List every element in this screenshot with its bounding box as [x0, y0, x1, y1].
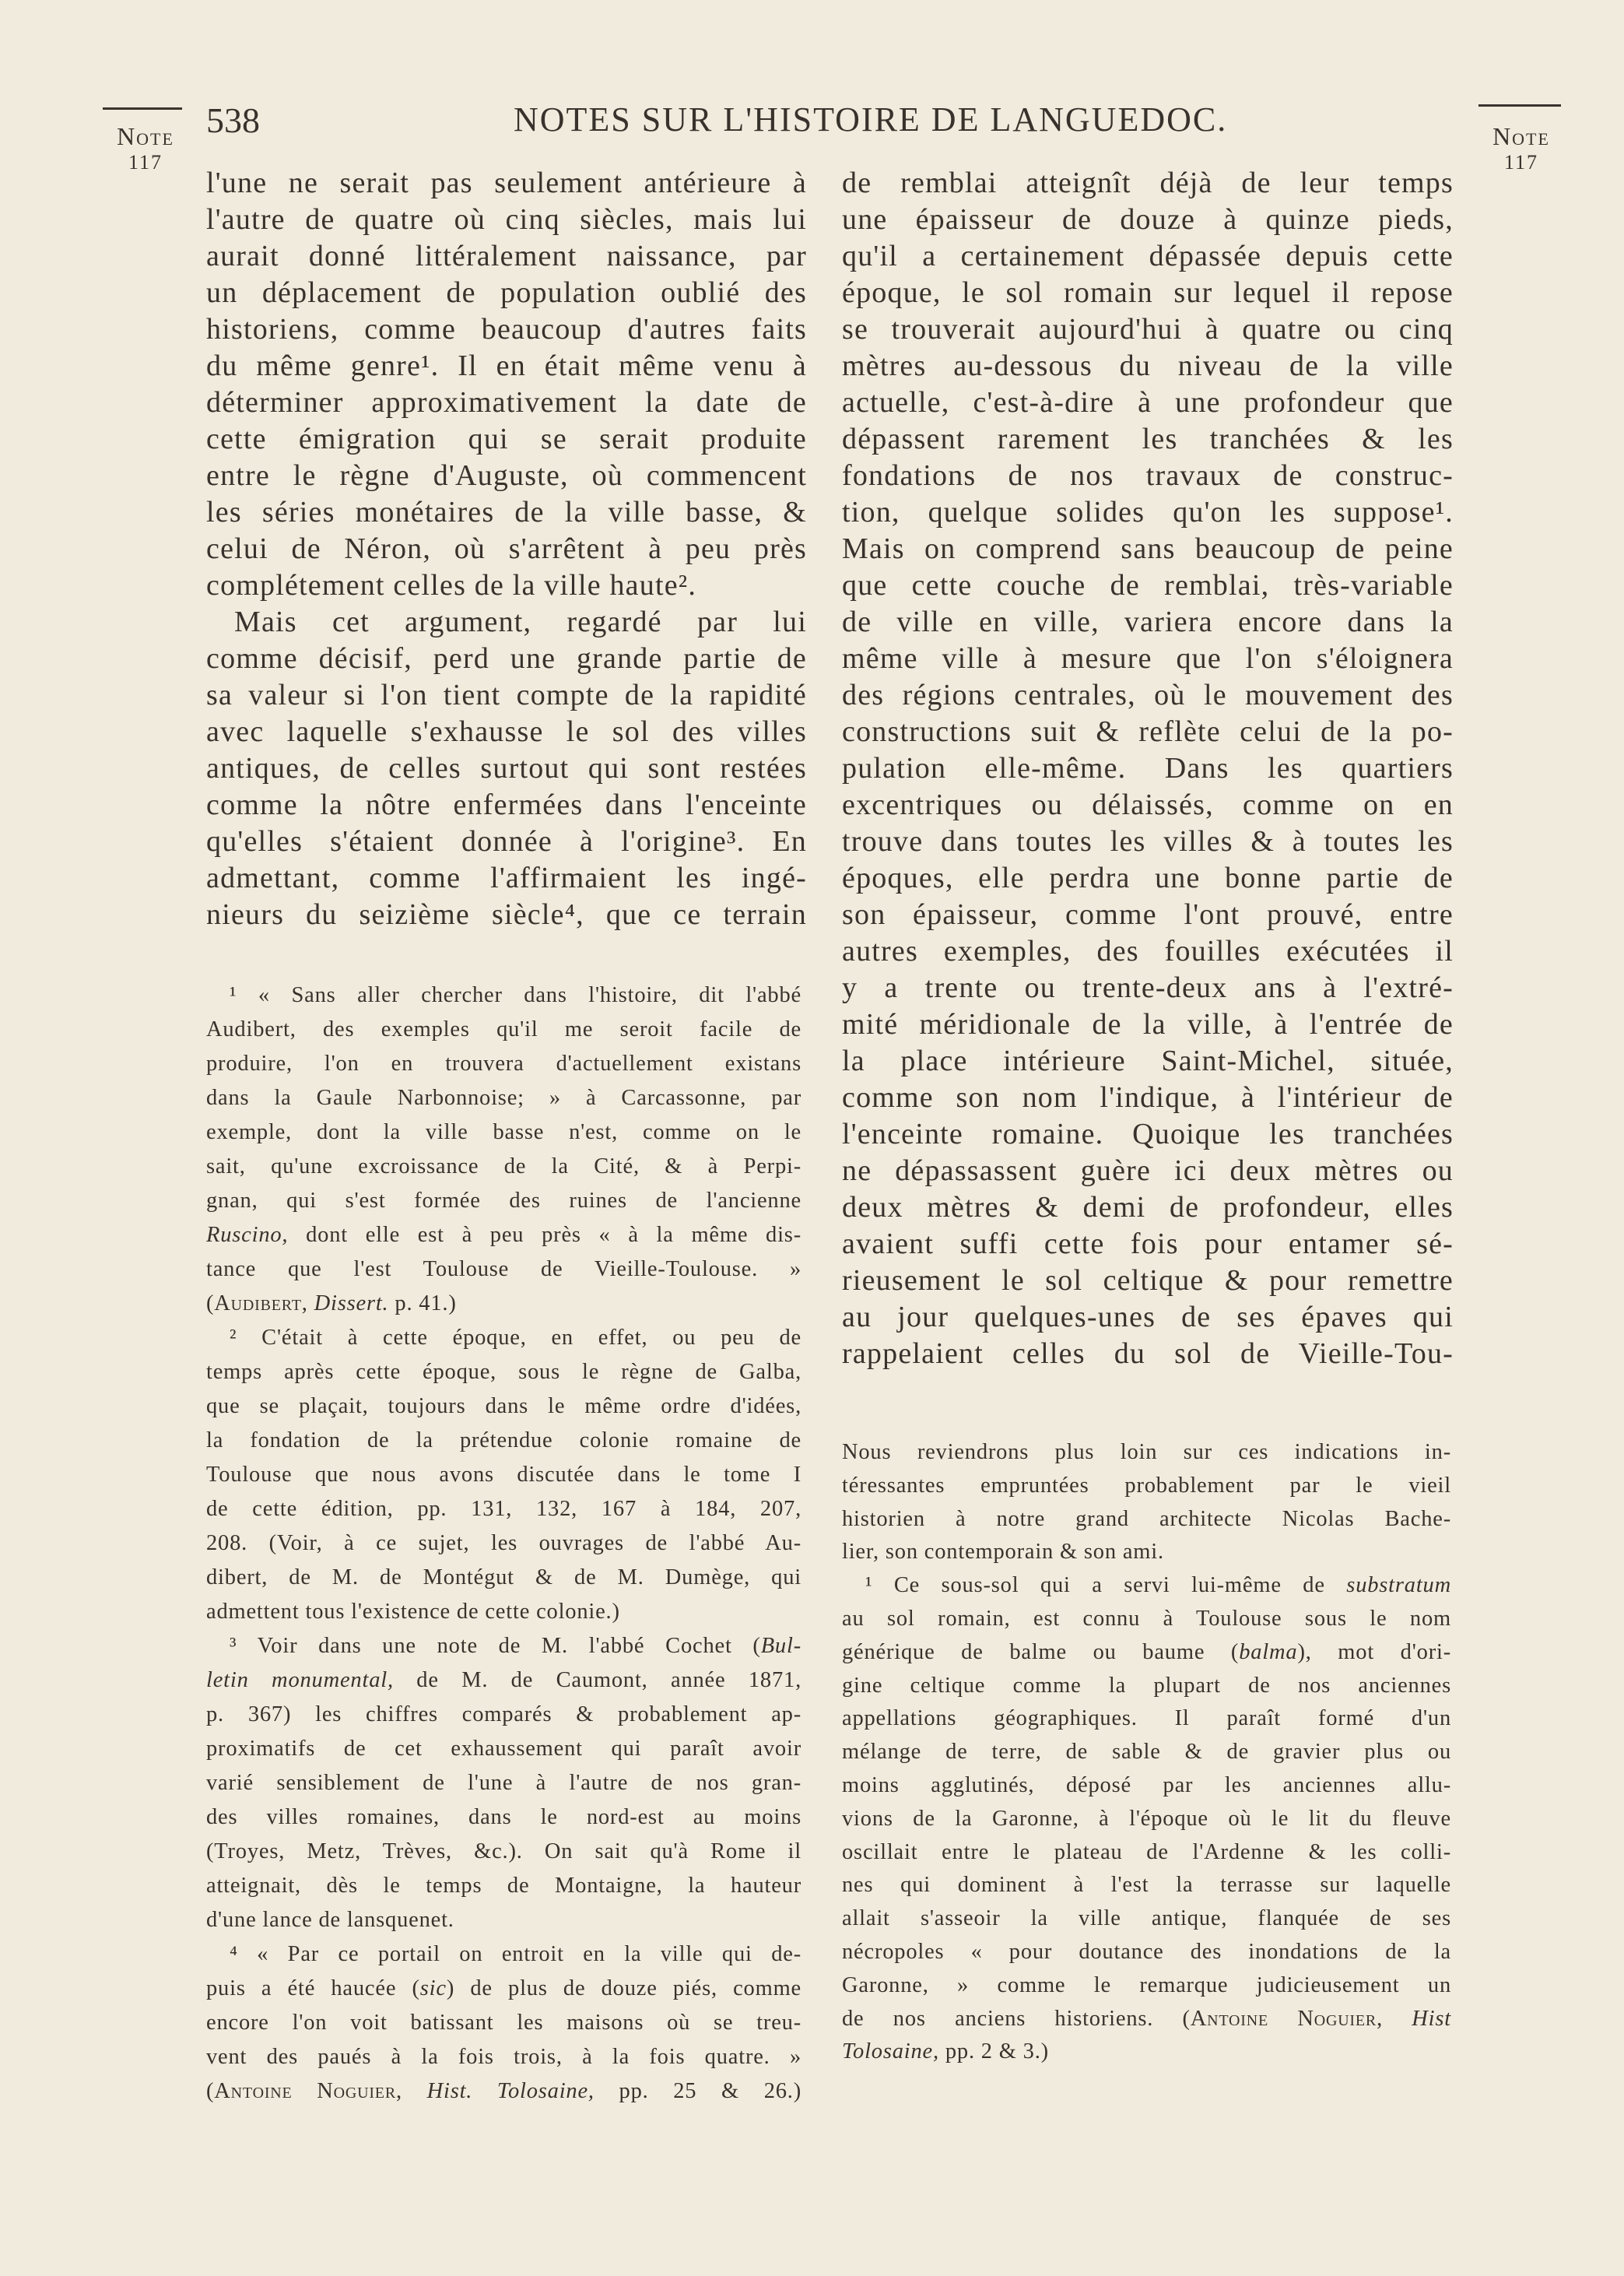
text-line: des villes romaines, dans le nord-est au moins	[206, 1805, 801, 1829]
small-caps-run: Antoine Noguier	[1190, 2006, 1377, 2031]
text-line: l'enceinte romaine. Quoique les tranchées	[842, 1118, 1454, 1150]
text-line: excentriques ou délaissés, comme on en	[842, 789, 1454, 821]
text-line: complétement celles de la ville haute².	[206, 569, 697, 602]
text-line: entre le règne d'Auguste, où commencent	[206, 459, 807, 492]
text-line: de remblai atteignît déjà de leur temps	[842, 167, 1454, 199]
text-line: époques, elle perdra une bonne partie de	[842, 862, 1454, 894]
text-line: admettent tous l'existence de cette colonie.)	[206, 1600, 620, 1624]
right-footnotes	[842, 1436, 1451, 2069]
text-line: rieusement le sol celtique & pour remettre	[842, 1264, 1454, 1297]
text-line: cette émigration qui se serait produite	[206, 423, 807, 455]
text-line: exemple, dont la ville basse n'est, comme on le	[206, 1120, 801, 1144]
text-line: déterminer approximativement la date de	[206, 386, 807, 419]
text-line: atteignait, dès le temps de Montaigne, la hauteur	[206, 1874, 801, 1898]
italic-run: Bul-	[760, 1634, 801, 1658]
text-run: ³ Voir dans une note de M. l'abbé Cochet (	[230, 1634, 761, 1658]
text-line: qu'elles s'étaient donnée à l'origine³. En	[206, 825, 807, 858]
margin-note-left	[103, 123, 188, 176]
small-caps-run: Audibert	[214, 1291, 302, 1315]
text-line: Nous reviendrons plus loin sur ces indications in-	[842, 1440, 1451, 1464]
text-line: historiens, comme beaucoup d'autres faits	[206, 313, 807, 346]
text-line: (Troyes, Metz, Trèves, &c.). On sait qu'à Rome il	[206, 1839, 801, 1863]
text-line	[842, 1569, 1451, 1603]
text-line: Garonne, » comme le remarque judicieusement un	[842, 1972, 1451, 1997]
text-line: varié sensiblement de l'une à l'autre de nos gran-	[206, 1771, 801, 1795]
text-line: d'une lance de lansquenet.	[206, 1908, 454, 1932]
text-line	[206, 1218, 801, 1252]
text-line	[206, 1972, 801, 2006]
text-line: produire, l'on en trouvera d'actuellement existans	[206, 1052, 801, 1076]
italic-run: Hist	[1412, 2006, 1451, 2031]
text-line: admettant, comme l'affirmaient les ingé-	[206, 862, 807, 894]
text-line: ⁴ « Par ce portail on entroit en la ville qui de-	[230, 1942, 801, 1966]
text-line: temps après cette époque, sous le règne de Galba,	[206, 1360, 801, 1384]
text-line: deux mètres & demi de profondeur, elles	[842, 1191, 1454, 1224]
text-line: constructions suit & reflète celui de la po-	[842, 715, 1454, 748]
text-line: ² C'était à cette époque, en effet, ou peu de	[230, 1326, 801, 1350]
text-run: de M. de Caumont, année 1871,	[393, 1668, 801, 1692]
text-line: gnan, qui s'est formée des ruines de l'ancienne	[206, 1189, 801, 1213]
small-caps-run: Antoine Noguier	[214, 2079, 396, 2103]
text-line: sait, qu'une excroissance de la Cité, & à Perpi-	[206, 1154, 801, 1178]
text-line: dépassent rarement les tranchées & les	[842, 423, 1454, 455]
text-line: allait s'asseoir la ville antique, flanquée de ses	[842, 1906, 1451, 1931]
text-run: pp. 25 & 26.)	[594, 2079, 801, 2103]
text-line: de ville en ville, variera encore dans la	[842, 606, 1454, 638]
text-line	[206, 1629, 801, 1663]
text-run: ,	[395, 2079, 427, 2103]
text-line: téressantes empruntées probablement par le vieil	[842, 1473, 1451, 1498]
italic-run: letin monumental,	[206, 1668, 394, 1692]
text-line: sa valeur si l'on tient compte de la rapidité	[206, 679, 807, 711]
text-line: de cette édition, pp. 131, 132, 167 à 184, 207,	[206, 1497, 801, 1521]
text-line: Audibert, des exemples qu'il me seroit facile de	[206, 1017, 801, 1041]
left-footnotes	[206, 978, 801, 2109]
text-line: appellations géographiques. Il paraît formé d'un	[842, 1706, 1451, 1731]
text-line: lier, son contemporain & son ami.	[842, 1540, 1164, 1565]
text-line: celui de Néron, où s'arrêtent à peu près	[206, 532, 807, 565]
text-line	[842, 2003, 1451, 2036]
text-line	[842, 1636, 1451, 1670]
text-run: p. 41.)	[388, 1291, 457, 1315]
text-line: mètres au-dessous du niveau de la ville	[842, 349, 1454, 382]
italic-run: substratum	[1346, 1573, 1451, 1598]
text-line: l'autre de quatre où cinq siècles, mais lui	[206, 203, 807, 236]
left-column-text	[206, 165, 807, 933]
text-line: 208. (Voir, à ce sujet, les ouvrages de l'abbé Au-	[206, 1531, 801, 1555]
margin-note-number: 117	[1503, 151, 1539, 174]
text-line: tion, quelque solides qu'on les suppose¹.	[842, 496, 1454, 529]
text-line: que cette couche de remblai, très-variable	[842, 569, 1454, 602]
text-line: se trouverait aujourd'hui à quatre ou cinq	[842, 313, 1454, 346]
text-run: pp. 2 & 3.)	[938, 2039, 1049, 2064]
text-line: vent des paués à la fois trois, à la fois quatre. »	[206, 2045, 801, 2069]
text-line: Mais cet argument, regardé par lui	[234, 606, 807, 638]
text-line: gine celtique comme la plupart de nos anciennes	[842, 1673, 1451, 1698]
text-line	[206, 1663, 801, 1698]
text-line: mélange de terre, de sable & de gravier plus ou	[842, 1740, 1451, 1765]
text-line: que se plaçait, toujours dans le même ordre d'idées,	[206, 1394, 801, 1418]
margin-rule-right	[1478, 104, 1561, 107]
text-line: nécropoles « pour doutance des inondations de la	[842, 1939, 1451, 1964]
text-line: époque, le sol romain sur lequel il repose	[842, 276, 1454, 309]
text-line: historien à notre grand architecte Nicolas Bache-	[842, 1506, 1451, 1531]
text-line: nes qui dominent à l'est la terrasse sur laquelle	[842, 1873, 1451, 1898]
text-run: générique de balme ou baume (	[842, 1639, 1240, 1664]
text-run: puis a été haucée (	[206, 1976, 420, 2000]
text-line: p. 367) les chiffres comparés & probablement ap-	[206, 1702, 801, 1726]
right-column-text	[842, 165, 1454, 1372]
text-run: ,	[301, 1291, 314, 1315]
text-line: aurait donné littéralement naissance, par	[206, 240, 807, 272]
text-line: la place intérieure Saint-Michel, située,	[842, 1045, 1454, 1077]
text-line: comme son nom l'indique, à l'intérieur de	[842, 1081, 1454, 1114]
text-line: antiques, de celles surtout qui sont restées	[206, 752, 807, 785]
text-line: actuelle, c'est-à-dire à une profondeur que	[842, 386, 1454, 419]
text-run: ) de plus de douze piés, comme	[446, 1976, 801, 2000]
text-run: ¹ Ce sous-sol qui a servi lui-même de	[865, 1573, 1347, 1598]
text-line: pulation elle-même. Dans les quartiers	[842, 752, 1454, 785]
text-line: avec laquelle s'exhausse le sol des villes	[206, 715, 807, 748]
text-line: fondations de nos travaux de construc-	[842, 459, 1454, 492]
text-line: l'une ne serait pas seulement antérieure à	[206, 167, 807, 199]
margin-note-label: Note	[117, 122, 174, 150]
text-line: oscillait entre le plateau de l'Ardenne & les colli-	[842, 1839, 1451, 1864]
text-line: proximatifs de cet exhaussement qui paraît avoir	[206, 1737, 801, 1761]
text-line: tance que l'est Toulouse de Vieille-Toulouse. »	[206, 1257, 801, 1281]
margin-rule-left	[103, 107, 182, 110]
text-line: un déplacement de population oublié des	[206, 276, 807, 309]
text-line: mité méridionale de la ville, à l'entrée de	[842, 1008, 1454, 1041]
italic-run: Hist. Tolosaine,	[426, 2079, 595, 2103]
text-line: même ville à mesure que l'on s'éloignera	[842, 642, 1454, 675]
text-line: du même genre¹. Il en était même venu à	[206, 349, 807, 382]
margin-note-number: 117	[128, 151, 163, 174]
text-line: dibert, de M. de Montégut & de M. Dumège, qui	[206, 1565, 801, 1589]
text-run: ,	[1377, 2006, 1412, 2031]
text-line: son épaisseur, comme l'ont prouvé, entre	[842, 898, 1454, 931]
italic-run: Tolosaine,	[842, 2039, 939, 2064]
italic-run: balma	[1239, 1639, 1298, 1664]
text-line: ¹ « Sans aller chercher dans l'histoire, dit l'abbé	[230, 983, 801, 1007]
text-line: Toulouse que nous avons discutée dans le tome I	[206, 1463, 801, 1487]
text-run: ), mot d'ori-	[1297, 1639, 1451, 1664]
text-line: encore l'on voit batissant les maisons où se treu-	[206, 2011, 801, 2035]
text-run: (	[206, 2079, 215, 2103]
text-line: une épaisseur de douze à quinze pieds,	[842, 203, 1454, 236]
text-line	[842, 2035, 1451, 2069]
text-line: comme la nôtre enfermées dans l'enceinte	[206, 789, 807, 821]
running-title: NOTES SUR L'HISTOIRE DE LANGUEDOC.	[514, 100, 1228, 139]
text-line: au jour quelques-unes de ses épaves qui	[842, 1301, 1454, 1333]
text-run: dont elle est à peu près « à la même dis-	[288, 1223, 801, 1247]
text-line: au sol romain, est connu à Toulouse sous le nom	[842, 1606, 1451, 1631]
margin-note-right	[1478, 123, 1564, 176]
text-line: avaient suffi cette fois pour entamer sé-	[842, 1228, 1454, 1260]
text-line: rappelaient celles du sol de Vieille-Tou-	[842, 1337, 1454, 1370]
margin-note-label: Note	[1492, 122, 1550, 150]
text-line: la fondation de la prétendue colonie romaine de	[206, 1428, 801, 1452]
text-line	[206, 2074, 801, 2109]
text-line: ne dépassassent guère ici deux mètres ou	[842, 1154, 1454, 1187]
text-run: de nos anciens historiens. (	[842, 2006, 1191, 2031]
text-line: des régions centrales, où le mouvement des	[842, 679, 1454, 711]
text-run: (	[206, 1291, 215, 1315]
text-line: autres exemples, des fouilles exécutées il	[842, 935, 1454, 968]
text-line: y a trente ou trente-deux ans à l'extré-	[842, 971, 1454, 1004]
text-line	[206, 1287, 801, 1321]
text-line: nieurs du seizième siècle⁴, que ce terrain	[206, 898, 807, 931]
text-line: dans la Gaule Narbonnoise; » à Carcassonne, par	[206, 1086, 801, 1110]
text-line: vions de la Garonne, à l'époque où le lit du fleuve	[842, 1806, 1451, 1831]
page-number: 538	[206, 100, 260, 140]
italic-run: Ruscino,	[206, 1223, 289, 1247]
text-line: trouve dans toutes les villes & à toutes les	[842, 825, 1454, 858]
text-line: moins agglutinés, déposé par les anciennes allu-	[842, 1772, 1451, 1797]
text-line: qu'il a certainement dépassée depuis cette	[842, 240, 1454, 272]
italic-run: sic	[419, 1976, 447, 2000]
text-line: comme décisif, perd une grande partie de	[206, 642, 807, 675]
text-line: les séries monétaires de la ville basse, &	[206, 496, 807, 529]
italic-run: Dissert.	[314, 1291, 389, 1315]
text-line: Mais on comprend sans beaucoup de peine	[842, 532, 1454, 565]
